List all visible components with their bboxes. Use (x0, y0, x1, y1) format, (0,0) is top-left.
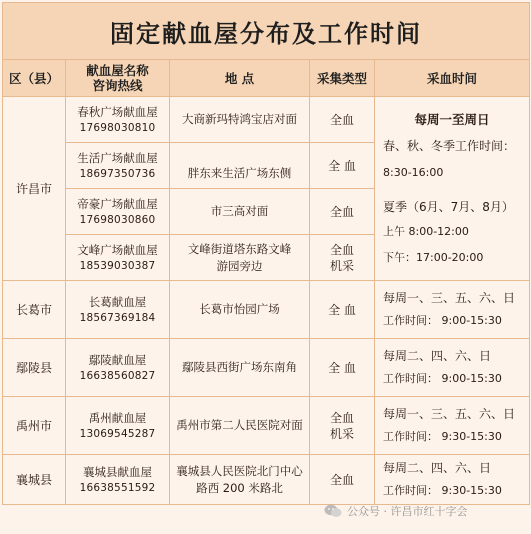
site-address: 大商新玛特鸿宝店对面 (170, 97, 310, 143)
collection-type: 全 血 (310, 339, 375, 397)
address-line: 路西 200 米路北 (196, 480, 283, 495)
hours-line: 春、秋、冬季工作时间： (383, 139, 516, 153)
site-hotline: 18567369184 (79, 311, 156, 324)
hours-line: 每周二、四、六、日 (383, 349, 492, 363)
hours-line: 每周一、三、五、六、日 (383, 291, 516, 305)
site-hotline: 18539030387 (79, 259, 156, 272)
district-yanling: 鄢陵县 (3, 339, 66, 397)
hours-line: 夏季（6月、7月、8月） (383, 200, 514, 214)
site-name: 鄢陵献血屋 (88, 352, 147, 367)
hours-line: 8:30-16:00 (383, 166, 444, 179)
site-hotline: 18697350736 (79, 167, 156, 180)
wechat-icon (324, 504, 342, 518)
table-row (3, 339, 530, 397)
site-yuzhou (66, 397, 170, 455)
site-address: 市三高对面 (170, 189, 310, 235)
site-name: 长葛献血屋 (88, 294, 147, 309)
hours-line: 每周二、四、六、日 (383, 461, 492, 475)
site-xiangcheng (66, 455, 170, 505)
site-hotline: 16638560827 (79, 369, 156, 382)
header-site-name: 献血屋名称 (86, 63, 149, 78)
header-address: 地 点 (170, 60, 310, 97)
table-row (3, 97, 530, 143)
type-line: 全血 (329, 242, 354, 257)
district-yuzhou: 禹州市 (3, 397, 66, 455)
wechat-watermark (324, 500, 468, 522)
header-hours: 采血时间 (375, 60, 530, 97)
district-changge: 长葛市 (3, 281, 66, 339)
site-hotline: 17698030860 (79, 213, 156, 226)
site-yanling (66, 339, 170, 397)
collection-type: 全血 (310, 97, 375, 143)
site-hotline: 16638551592 (79, 481, 156, 494)
table-row (3, 455, 530, 505)
table-row (3, 281, 530, 339)
collection-type (310, 397, 375, 455)
hours-yanling (375, 339, 530, 397)
district-xuchang: 许昌市 (3, 97, 66, 281)
hours-line: 工作时间： 9:00-15:30 (383, 372, 502, 385)
site-name: 禹州献血屋 (88, 410, 147, 425)
hours-yuzhou (375, 397, 530, 455)
site-hotline: 17698030810 (79, 121, 156, 134)
hours-xiangcheng (375, 455, 530, 505)
site-address: 鄢陵县西街广场东南角 (170, 339, 310, 397)
site-address: 禹州市第二人民医院对面 (170, 397, 310, 455)
header-row (3, 60, 530, 97)
collection-type: 全血 (310, 455, 375, 505)
collection-type: 全血 (310, 189, 375, 235)
hours-line: 每周一、三、五、六、日 (383, 407, 516, 421)
site-address (170, 235, 310, 281)
site-address (170, 455, 310, 505)
address-line: 文峰街道塔东路文峰 (187, 241, 292, 256)
site-chunqiu (66, 97, 170, 143)
hours-line: 每周一至周日 (414, 112, 490, 127)
site-address: 胖东来生活广场东侧 (170, 143, 310, 189)
hours-line: 工作时间： 9:30-15:30 (383, 430, 502, 443)
type-line: 全血 (329, 410, 354, 425)
hours-changge (375, 281, 530, 339)
address-line: 游园旁边 (216, 258, 263, 273)
hours-line: 工作时间： 9:30-15:30 (383, 484, 502, 497)
address-line: 襄城县人民医院北门中心 (176, 463, 303, 478)
header-site-hotline: 咨询热线 (92, 78, 143, 93)
hours-line: 下午：17:00-20:00 (383, 251, 484, 264)
table-row (3, 397, 530, 455)
site-name: 生活广场献血屋 (77, 150, 158, 165)
type-line: 机采 (329, 258, 354, 273)
hours-xuchang (375, 97, 530, 281)
site-shenghuo (66, 143, 170, 189)
blood-house-table (2, 2, 530, 505)
type-line: 机采 (329, 426, 354, 441)
site-address: 长葛市怡园广场 (170, 281, 310, 339)
collection-type (310, 235, 375, 281)
site-name: 帝豪广场献血屋 (77, 196, 158, 211)
site-name: 春秋广场献血屋 (77, 104, 158, 119)
header-district: 区（县） (3, 60, 66, 97)
site-hotline: 13069545287 (79, 427, 156, 440)
site-dihao (66, 189, 170, 235)
collection-type: 全 血 (310, 143, 375, 189)
table-title: 固定献血屋分布及工作时间 (3, 3, 530, 60)
watermark-text: 公众号 · 许昌市红十字会 (347, 505, 468, 518)
site-changge (66, 281, 170, 339)
district-xiangcheng: 襄城县 (3, 455, 66, 505)
header-site (66, 60, 170, 97)
hours-line: 工作时间： 9:00-15:30 (383, 314, 502, 327)
site-name: 襄城县献血屋 (83, 464, 152, 479)
header-type: 采集类型 (310, 60, 375, 97)
site-name: 文峰广场献血屋 (77, 242, 158, 257)
hours-line: 上午 8:00-12:00 (383, 225, 469, 238)
site-wenfeng (66, 235, 170, 281)
collection-type: 全 血 (310, 281, 375, 339)
